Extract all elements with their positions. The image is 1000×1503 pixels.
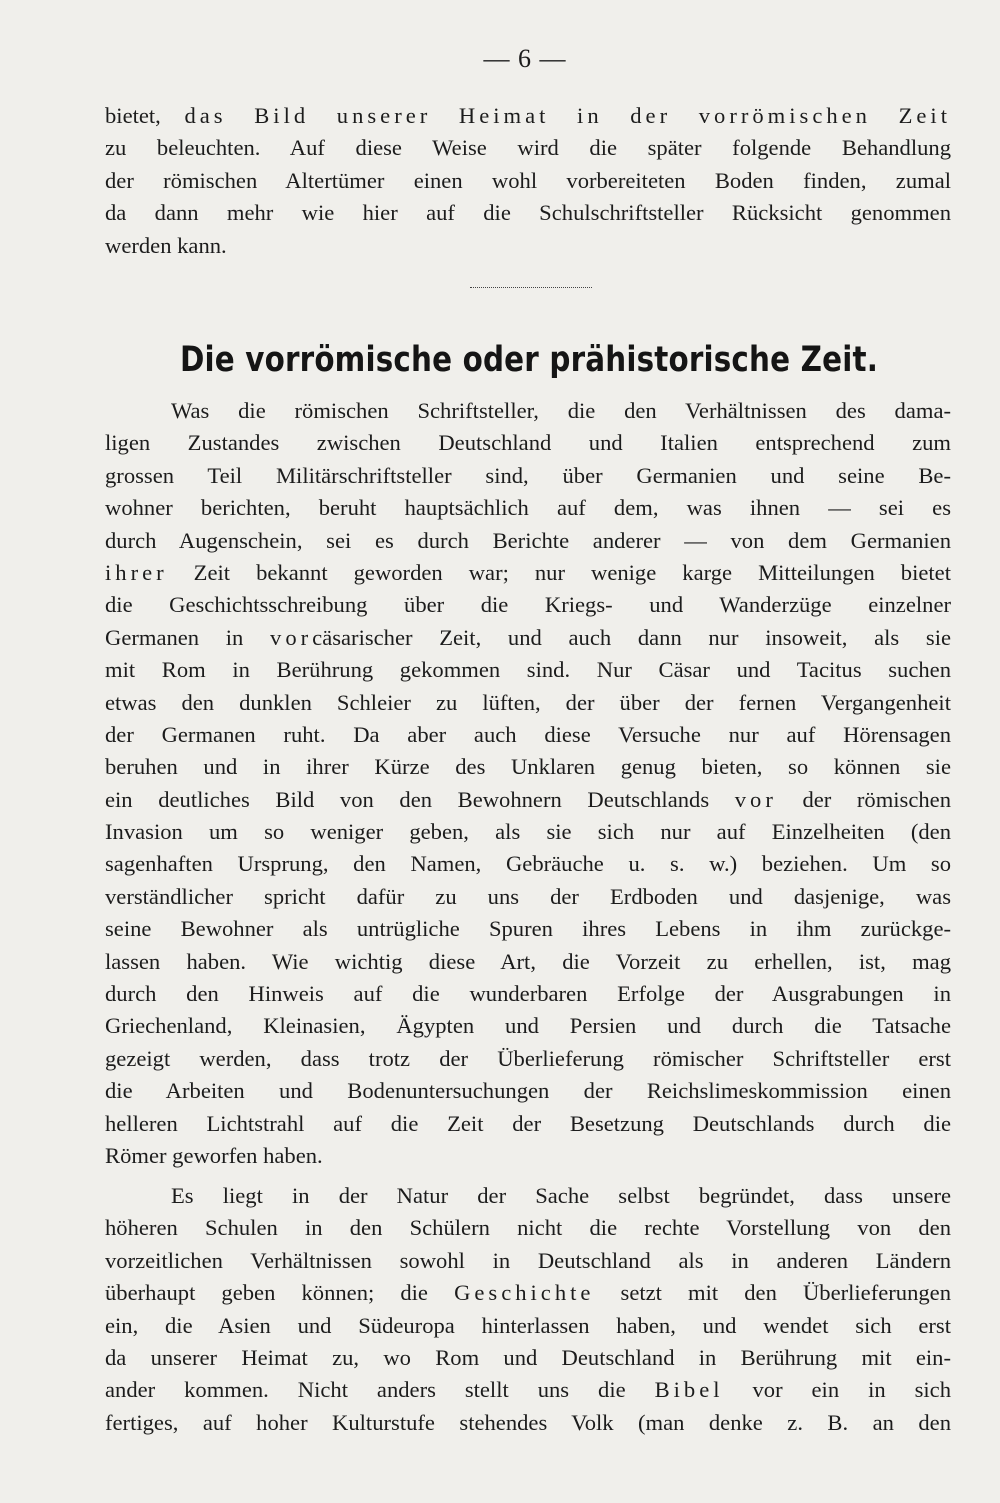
text-segment: grossen Teil Militärschriftsteller sind, über Germanien und seine Be- <box>105 462 951 488</box>
text-segment: ligen Zustandes zwischen Deutschland und Italien entsprechend zum <box>105 430 951 456</box>
text-segment: die Arbeiten und Bodenuntersuchungen der Reichslimeskommission einen <box>105 1078 951 1104</box>
text-line <box>105 1108 951 1140</box>
text-line <box>105 784 951 816</box>
text-line <box>105 1010 951 1042</box>
text-line <box>105 492 951 524</box>
text-line <box>105 881 951 913</box>
text-segment: Invasion um so weniger geben, als sie sich nur auf Einzelheiten (den <box>105 819 951 845</box>
text-segment: der römischen Altertümer einen wohl vorbereiteten Boden finden, zumal <box>105 167 951 193</box>
text-line <box>105 395 951 427</box>
text-segment: Griechenland, Kleinasien, Ägypten und Persien und durch die Tatsache <box>105 1013 951 1039</box>
paragraph-2 <box>105 1180 951 1439</box>
text-line <box>105 848 951 880</box>
text-line <box>105 654 951 686</box>
page-number: — 6 — <box>483 44 567 73</box>
text-line <box>105 1212 951 1244</box>
text-line <box>105 557 951 589</box>
text-segment: lassen haben. Wie wichtig diese Art, die Vorzeit zu erhellen, ist, mag <box>105 948 951 974</box>
text-segment: fertiges, auf hoher Kulturstufe stehendes Volk (man denke z. B. an den <box>105 1409 951 1435</box>
text-segment: der römischen <box>776 786 952 812</box>
text-line <box>105 1342 951 1374</box>
text-segment: höheren Schulen in den Schülern nicht die rechte Vorstellung von den <box>105 1215 951 1241</box>
text-segment: beruhen und in ihrer Kürze des Unklaren genug bieten, so können sie <box>105 754 951 780</box>
section-divider <box>470 287 592 288</box>
text-segment: seine Bewohner als untrügliche Spuren ihres Lebens in ihm zurückge- <box>105 916 951 942</box>
spaced-emphasis-text: Bibel <box>654 1377 724 1403</box>
text-line <box>105 230 951 262</box>
spaced-emphasis-text: ihrer <box>105 559 168 585</box>
text-segment: ander kommen. Nicht anders stellt uns die <box>105 1377 655 1403</box>
text-line <box>105 719 951 751</box>
text-line <box>105 1043 951 1075</box>
text-line <box>105 1180 951 1212</box>
text-segment: da dann mehr wie hier auf die Schulschriftsteller Rücksicht genommen <box>105 200 951 226</box>
text-line <box>105 132 951 164</box>
text-segment: verständlicher spricht dafür zu uns der Erdboden und dasjenige, was <box>105 883 951 909</box>
text-segment: etwas den dunklen Schleier zu lüften, der über der fernen Vergangenheit <box>105 689 951 715</box>
text-segment: werden kann. <box>105 232 227 258</box>
text-segment: da unserer Heimat zu, wo Rom und Deutschland in Berührung mit ein- <box>105 1344 951 1370</box>
text-segment: zu beleuchten. Auf diese Weise wird die später folgende Behandlung <box>105 135 951 161</box>
text-segment: ein, die Asien und Südeuropa hinterlassen haben, und wendet sich erst <box>105 1312 951 1338</box>
text-segment: der Germanen ruht. Da aber auch diese Versuche nur auf Hörensagen <box>105 721 951 747</box>
spaced-emphasis-text: vor <box>734 786 777 812</box>
text-segment: Germanen in <box>105 624 271 650</box>
text-line <box>105 751 951 783</box>
text-line <box>105 1277 951 1309</box>
text-segment: Zeit bekannt geworden war; nur wenige karge Mitteilungen bietet <box>167 559 951 585</box>
text-line <box>105 1310 951 1342</box>
text-segment: die Geschichtsschreibung über die Kriegs- und Wanderzüge einzelner <box>105 592 951 618</box>
text-segment: helleren Lichtstrahl auf die Zeit der Besetzung Deutschlands durch die <box>105 1110 951 1136</box>
text-line <box>105 197 951 229</box>
text-line <box>105 1140 951 1172</box>
text-line <box>105 1245 951 1277</box>
intro-paragraph <box>105 100 951 262</box>
section-heading: Die vorrömische oder prähistorische Zeit. <box>179 340 879 380</box>
spaced-emphasis-text: das Bild unserer Heimat in der vorrömischen Zeit <box>184 103 951 128</box>
spaced-emphasis-text: vor <box>270 624 313 650</box>
text-line <box>105 816 951 848</box>
text-line <box>105 589 951 621</box>
text-line <box>105 622 951 654</box>
text-segment: sagenhaften Ursprung, den Namen, Gebräuche u. s. w.) beziehen. Um so <box>105 851 951 877</box>
text-segment: durch Augenschein, sei es durch Berichte anderer — von dem Germanien <box>105 527 951 553</box>
text-segment: ein deutliches Bild von den Bewohnern Deutschlands <box>105 786 735 812</box>
text-segment: durch den Hinweis auf die wunderbaren Erfolge der Ausgrabungen in <box>105 981 951 1007</box>
text-line <box>105 525 951 557</box>
text-segment: wohner berichten, beruht hauptsächlich auf dem, was ihnen — sei es <box>105 495 951 521</box>
text-line <box>105 1407 951 1439</box>
text-segment: vorzeitlichen Verhältnissen sowohl in Deutschland als in anderen Ländern <box>105 1247 951 1273</box>
text-line <box>105 913 951 945</box>
text-line <box>105 687 951 719</box>
text-line <box>105 460 951 492</box>
text-segment: Was die römischen Schriftsteller, die den Verhältnissen des dama- <box>171 398 951 423</box>
text-segment: Römer geworfen haben. <box>105 1142 323 1168</box>
text-line <box>105 100 951 132</box>
text-line <box>105 978 951 1010</box>
paragraph-1 <box>105 395 951 1172</box>
text-segment: cäsarischer Zeit, und auch dann nur insoweit, als sie <box>312 624 951 650</box>
text-segment: bietet, <box>105 103 185 128</box>
text-segment: setzt mit den Überlieferungen <box>594 1280 951 1306</box>
text-line <box>105 1374 951 1406</box>
spaced-emphasis-text: Geschichte <box>454 1280 595 1306</box>
text-line <box>105 427 951 459</box>
text-line <box>105 946 951 978</box>
text-segment: überhaupt geben können; die <box>105 1280 455 1306</box>
text-line <box>105 165 951 197</box>
text-segment: mit Rom in Berührung gekommen sind. Nur Cäsar und Tacitus suchen <box>105 657 951 683</box>
text-segment: vor ein in sich <box>723 1377 951 1403</box>
text-segment: Es liegt in der Natur der Sache selbst begründet, dass unsere <box>171 1183 951 1208</box>
text-segment: gezeigt werden, dass trotz der Überlieferung römischer Schriftsteller erst <box>105 1045 951 1071</box>
text-line <box>105 1075 951 1107</box>
